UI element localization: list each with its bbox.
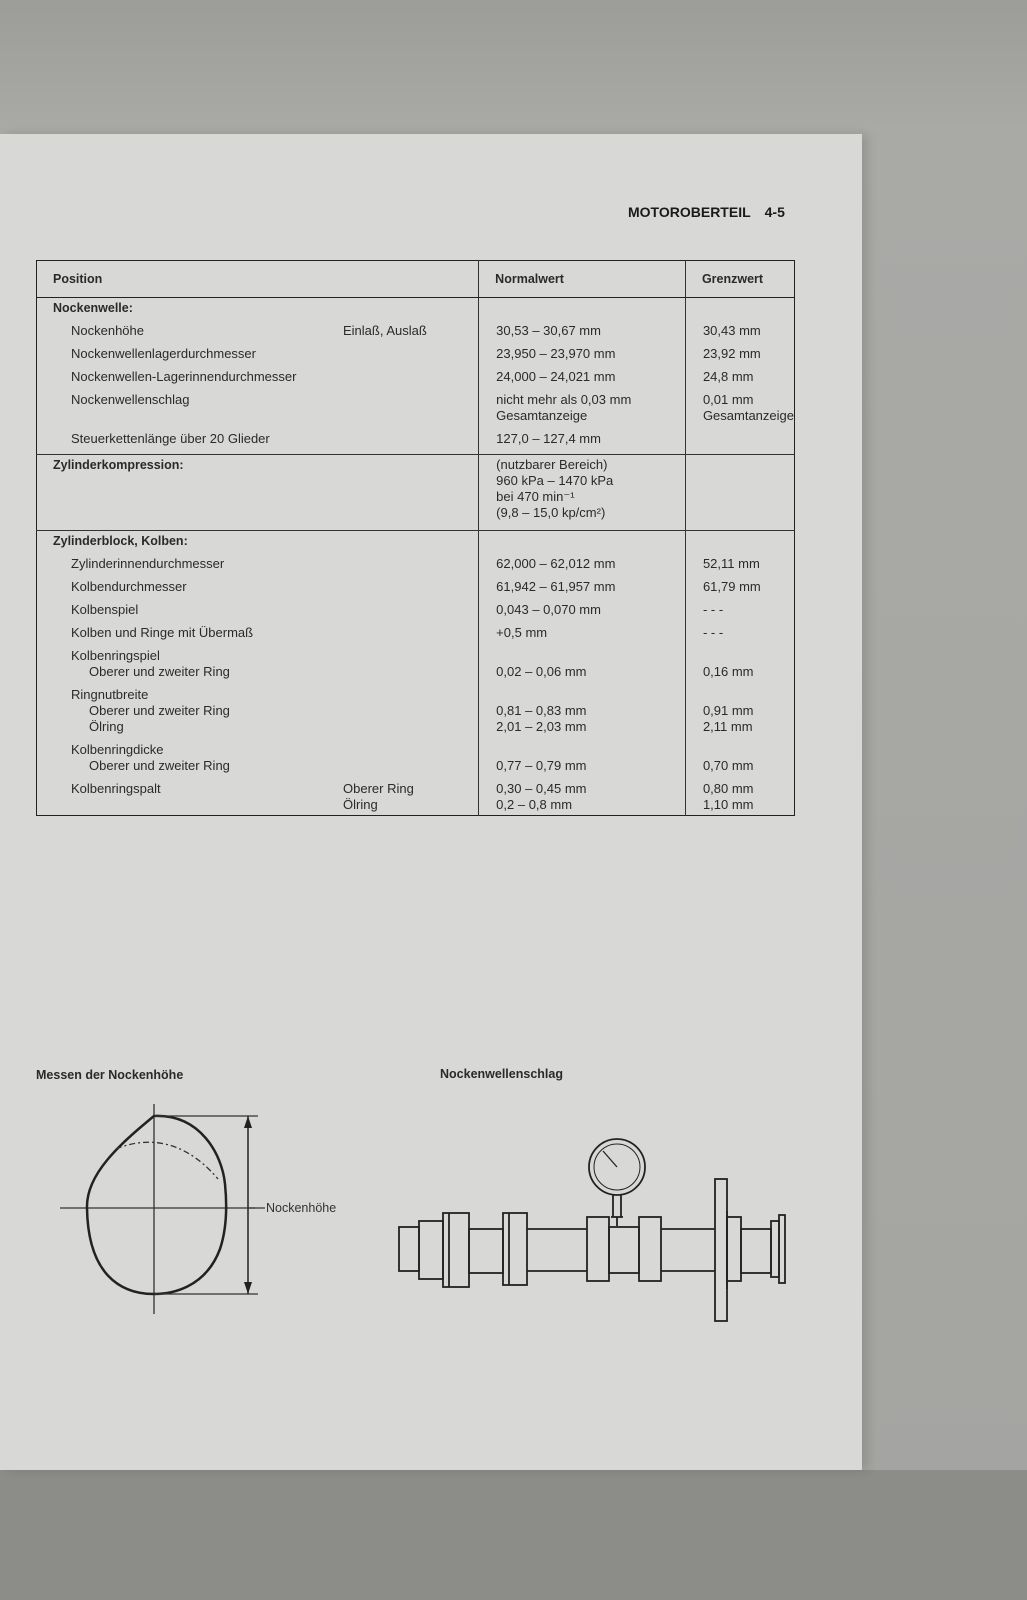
limit-value: 2,11 mm [702,719,753,734]
limit-value: - - - [702,625,724,640]
limit-value: 30,43 mm [702,323,761,338]
table-row: Ringnutbreite Oberer und zweiter Ring Ölring [71,687,230,734]
section-compression [37,455,795,531]
normal-value: 24,000 – 24,021 mm [496,369,616,384]
normal-value: nicht mehr als 0,03 mm [496,392,632,407]
limit-value: 0,91 mm [702,703,754,718]
cam-height-diagram [50,1104,370,1314]
limit-value: 23,92 mm [702,346,761,361]
header-position: Position [37,261,479,298]
limit-value: 0,01 mm [702,392,754,407]
figure-title-camshaft-runout: Nockenwellenschlag [440,1067,563,1081]
table-row: Kolbenringspiel Oberer und zweiter Ring [71,648,230,679]
normal-value: 0,02 – 0,06 mm [496,664,587,679]
table-row: Nockenwellenschlag [71,392,190,407]
table-row: Kolbendurchmesser [71,579,187,594]
normal-value: 0,2 – 0,8 mm [496,797,573,812]
normal-value: 0,77 – 0,79 mm [496,758,587,773]
compression-line: bei 470 min⁻¹ [496,489,575,504]
header-limit: Grenzwert [685,261,794,298]
limit-value: 61,79 mm [702,579,761,594]
background-band [0,1470,1027,1600]
section-cylinder [37,531,795,816]
spec-table [36,260,795,816]
section-camshaft [37,298,795,455]
limit-value-note: Gesamtanzeige [702,408,794,423]
limit-value: 0,16 mm [702,664,754,679]
table-row: Zylinderinnendurchmesser [71,556,225,571]
limit-value: 24,8 mm [702,369,754,384]
table-row: Nockenwellen-Lagerinnendurchmesser [71,369,297,384]
section-title-cylinder: Zylinderblock, Kolben: [53,534,188,548]
section-title-compression: Zylinderkompression: [53,458,184,472]
header-normal: Normalwert [479,261,686,298]
table-row: Kolbenringspalt Oberer Ring Ölring [71,781,414,812]
page-number: 4-5 [764,204,785,220]
normal-value: 23,950 – 23,970 mm [496,346,616,361]
figure-title-cam-height: Messen der Nockenhöhe [36,1068,184,1082]
compression-line: (9,8 – 15,0 kp/cm²) [496,505,606,520]
limit-value: 0,70 mm [702,758,754,773]
camshaft-runout-diagram [395,1129,815,1339]
normal-value: 0,043 – 0,070 mm [496,602,601,617]
normal-value: 30,53 – 30,67 mm [496,323,601,338]
normal-value: 2,01 – 2,03 mm [496,719,587,734]
limit-value: 52,11 mm [702,556,760,571]
normal-value: 0,81 – 0,83 mm [496,703,587,718]
page-header [628,204,785,220]
normal-value: 127,0 – 127,4 mm [496,431,601,446]
table-row: Nockenwellenlagerdurchmesser [71,346,256,361]
table-row: Steuerkettenlänge über 20 Glieder [71,431,270,446]
compression-line: 960 kPa – 1470 kPa [496,473,614,488]
section-title-camshaft: Nockenwelle: [53,301,133,315]
section-title: MOTOROBERTEIL [628,204,751,220]
table-row: Kolben und Ringe mit Übermaß [71,625,254,640]
table-row: Kolbenspiel [71,602,139,617]
compression-line: (nutzbarer Bereich) [496,457,608,472]
cam-height-label: Nockenhöhe [266,1201,337,1215]
manual-page [0,134,862,1470]
table-row: Kolbenringdicke Oberer und zweiter Ring [71,742,230,773]
normal-value-note: Gesamtanzeige [496,408,588,423]
normal-value: +0,5 mm [496,625,548,640]
table-row: Nockenhöhe Einlaß, Auslaß [71,323,427,338]
limit-value: - - - [702,602,724,617]
limit-value: 0,80 mm [702,781,754,796]
limit-value: 1,10 mm [702,797,754,812]
normal-value: 61,942 – 61,957 mm [496,579,616,594]
normal-value: 62,000 – 62,012 mm [496,556,616,571]
normal-value: 0,30 – 0,45 mm [496,781,587,796]
